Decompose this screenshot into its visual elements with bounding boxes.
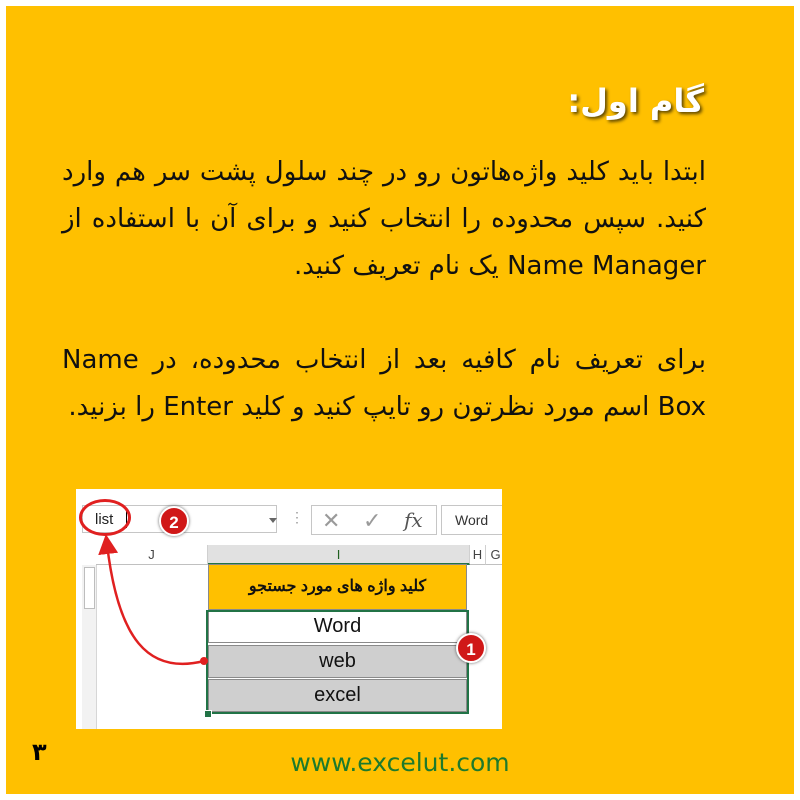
more-options-icon: ⋮ <box>290 509 304 525</box>
cancel-icon[interactable]: ✕ <box>322 508 341 533</box>
paragraph-2-text-c: را بزنید. <box>68 392 164 422</box>
paragraph-2-name-box: Name Box <box>62 345 706 422</box>
paragraph-1-name-manager: Name Manager <box>507 251 706 281</box>
excel-screenshot <box>76 489 502 729</box>
cell-word[interactable]: Word <box>208 610 467 643</box>
name-box-value: list <box>95 511 114 528</box>
enter-check-icon[interactable]: ✓ <box>363 508 382 533</box>
paragraph-1 <box>62 149 706 290</box>
paragraph-2-enter: Enter <box>163 392 233 422</box>
step-badge-1: 1 <box>456 633 486 663</box>
column-header-j[interactable]: J <box>96 545 208 565</box>
paragraph-2 <box>62 337 706 431</box>
paragraph-2-text-a: برای تعریف نام کافیه بعد از انتخاب محدوده، در <box>138 345 706 375</box>
paragraph-1-text-b: یک نام تعریف کنید. <box>293 251 508 281</box>
paragraph-1-text-a: ابتدا باید کلید واژه‌هاتون رو در چند سلول پشت سر هم وارد کنید. سپس محدوده را انتخاب کنید و برای آن با استفاده از <box>62 157 706 234</box>
cell-excel[interactable]: excel <box>208 679 467 712</box>
insert-function-icon[interactable]: fx <box>404 508 423 532</box>
step-badge-2: 2 <box>159 506 189 536</box>
column-header-g[interactable]: G <box>486 545 502 565</box>
page-number: ۳ <box>32 738 47 766</box>
website-link[interactable]: www.excelut.com <box>290 748 510 777</box>
page-heading: گام اول: <box>567 82 704 120</box>
paragraph-2-text-b: اسم مورد نظرتون رو تایپ کنید و کلید <box>233 392 658 422</box>
column-header-h[interactable]: H <box>470 545 486 565</box>
keyword-header-cell[interactable]: کلید واژه های مورد جستجو <box>208 564 467 610</box>
column-header-i[interactable]: I <box>208 545 470 565</box>
pointer-arrow <box>76 489 502 729</box>
formula-bar-value: Word <box>455 512 489 528</box>
cell-web[interactable]: web <box>208 645 467 678</box>
